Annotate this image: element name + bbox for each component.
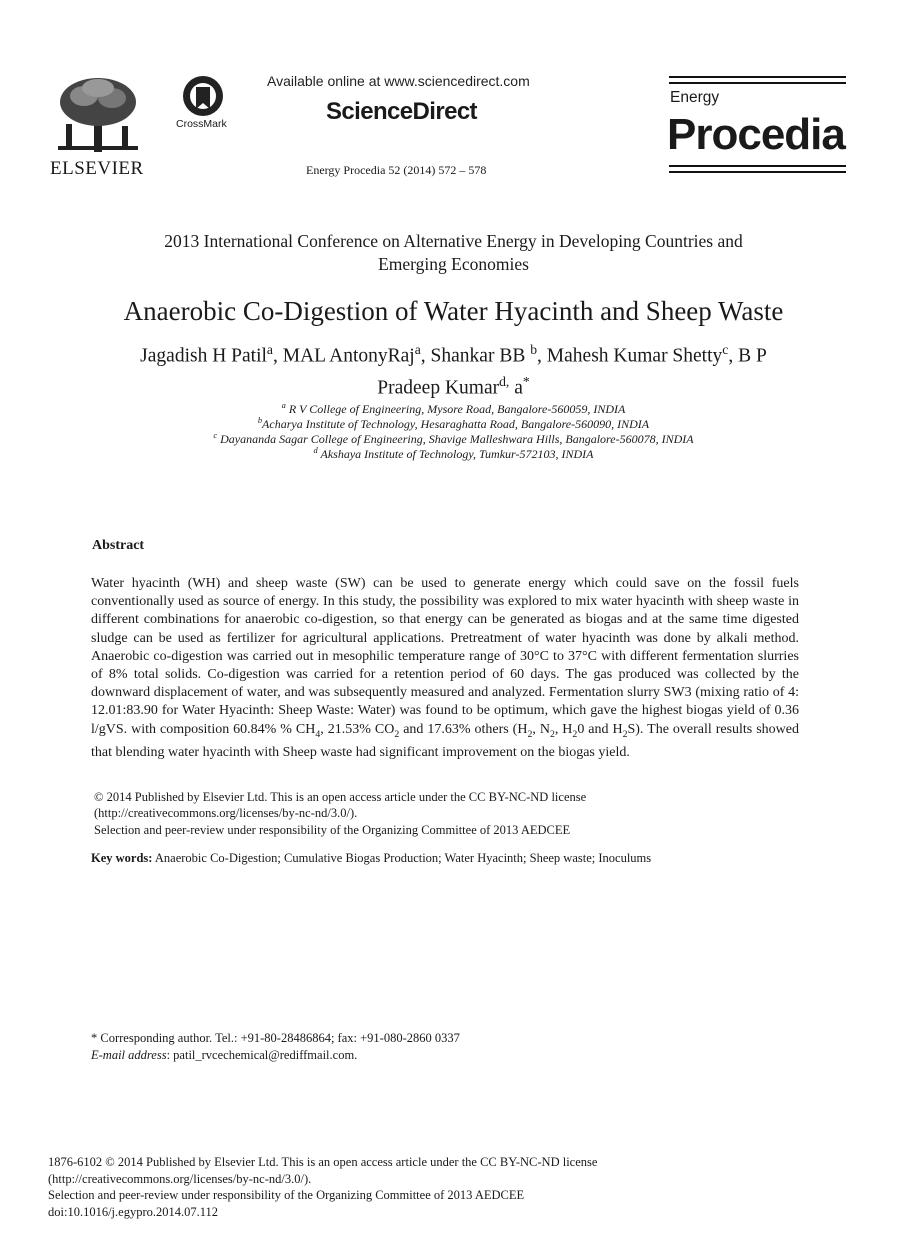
- author: Jagadish H Patil: [140, 345, 267, 367]
- license-link[interactable]: (http://creativecommons.org/licenses/by-nc-nd/3.0/).: [94, 806, 358, 820]
- author: , MAL AntonyRaj: [272, 345, 415, 367]
- author: , B P: [728, 345, 767, 367]
- page-footer: 1876-6102 © 2014 Published by Elsevier Ltd. This is an open access article under the CC BY-NC-ND license (http://creativecommons.org/licenses/by-nc-nd/3.0/). Selection and peer-review under responsibility of the Organizing Committee of 2013 AEDCEE doi:10.1016/j.egypro.2014.07.112: [48, 1155, 598, 1219]
- affiliation: $^a$ R V College of Engineering, Mysore Road, Bangalore-560059, INDIA: [281, 401, 626, 416]
- keywords: Key words: Anaerobic Co-Digestion; Cumulative Biogas Production; Water Hyacinth; Sheep waste; Inoculums: [91, 851, 652, 865]
- elsevier-wordmark: ELSEVIER: [50, 158, 144, 179]
- crossmark-label: CrossMark: [176, 118, 227, 130]
- email-link[interactable]: : patil_rvcechemical@rediffmail.com.: [166, 1048, 358, 1062]
- author: , Mahesh Kumar Shetty: [537, 345, 723, 367]
- author: Pradeep Kumar: [377, 377, 500, 398]
- abstract-heading: Abstract: [92, 538, 145, 553]
- affiliation: $^b$Acharya Institute of Technology, Hesaraghatta Road, Bangalore-560090, INDIA: [257, 416, 650, 431]
- author: , Shankar BB: [420, 345, 531, 367]
- journal-rule-bottom-2: [669, 171, 846, 173]
- journal-name-small: Energy: [670, 89, 720, 106]
- footer-license-link[interactable]: (http://creativecommons.org/licenses/by-nc-nd/3.0/).: [48, 1171, 312, 1186]
- abstract-text: Water hyacinth (WH) and sheep waste (SW) can be used to generate energy which could save on the fossil fuels conventionally used as source of energy. In this study, the possibility was explored to mix water hyacinth with sheep waste in different combinations for anaerobic co-digestion, so that energy can be generated as biogas and at the same time digested sludge can be used as fertilizer for agricultural applications. Pretreatment of water hyacinth was done by alkali method. Anaerobic co-digestion was carried out in mesophilic temperature range of 30°C to 37°C with different fermentation slurries of 8% total solids. Co-digestion was carried for a retention period of 60 days. The gas produced was collected by the downward displacement of water, and was subsequently measured and analyzed. Fermentation slurry SW3 (mixing ratio of 4: 12.01:83.90 for Water Hyacinth: Sheep Waste: Water) was found to be optimum, which gave the highest biogas yield of 0.36 l/gVS. with composition 60.84% % $CH_4$, 21.53% $CO_2$ and 17.63% others ($H_2$, $N_2$, $H_20$ and $H_2S$). The overall results showed that blending water hyacinth with Sheep waste had significant improvement on the biogas yield.: [91, 576, 799, 760]
- journal-rule-top: [669, 76, 846, 78]
- elsevier-tree-logo: [54, 76, 142, 156]
- license-copyright: © 2014 Published by Elsevier Ltd. This is an open access article under the CC BY-NC-ND license: [94, 790, 587, 804]
- journal-rule-bottom: [669, 165, 846, 167]
- author: a: [509, 377, 523, 398]
- affiliation: $^c$ Dayananda Sagar College of Engineering, Shavige Malleshwara Hills, Bangalore-560078, INDIA: [213, 431, 694, 446]
- crossmark-icon[interactable]: [181, 75, 225, 121]
- author-list: Jagadish H Patil$^a$, MAL AntonyRaj$^a$, Shankar BB $^b$, Mahesh Kumar Shetty$^c$, B P Pradeep Kumar$^{d,}$ a*: [140, 342, 767, 398]
- affiliation: $^d$ Akshaya Institute of Technology, Tumkur-572103, INDIA: [313, 446, 594, 461]
- peer-review-note: Selection and peer-review under responsibility of the Organizing Committee of 2013 AEDCEE: [94, 823, 571, 837]
- journal-rule-top-2: [669, 82, 846, 84]
- corresponding-author: * Corresponding author. Tel.: +91-80-28486864; fax: +91-080-2860 0337 E-mail address: patil_rvcechemical@rediffmail.com.: [91, 1031, 460, 1062]
- journal-reference: Energy Procedia 52 (2014) 572 – 578: [306, 163, 487, 177]
- doi[interactable]: doi:10.1016/j.egypro.2014.07.112: [48, 1204, 219, 1219]
- available-online-text: Available online at www.sciencedirect.com: [267, 73, 530, 89]
- sciencedirect-logo[interactable]: ScienceDirect: [326, 98, 477, 125]
- journal-name-large: Procedia: [667, 110, 845, 159]
- conference-name: 2013 International Conference on Alternative Energy in Developing Countries and Emerging Economies: [164, 231, 743, 274]
- paper-title: Anaerobic Co-Digestion of Water Hyacinth and Sheep Waste: [123, 296, 784, 326]
